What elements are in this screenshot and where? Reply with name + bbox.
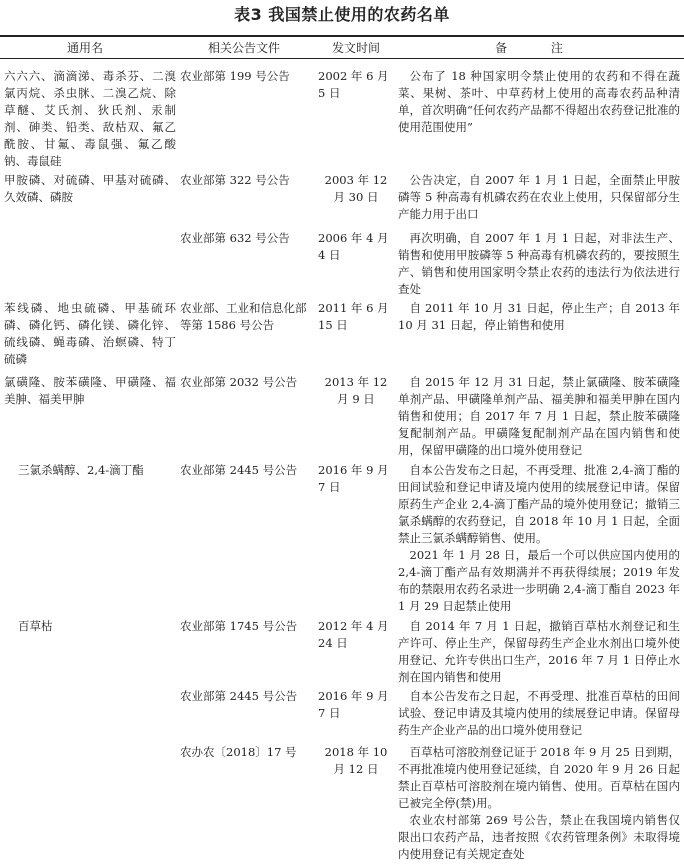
row-5-date: 2016 年 9 月 7 日 — [318, 463, 389, 494]
row-3-doc: 农业部、工业和信息化部等第 1586 号公告 — [180, 301, 307, 332]
row-5-note-2: 2021 年 1 月 28 日，最后一个可以供应国内使用的 2,4-滴丁酯产品有效期满并不再获得续展；2019 年发布的禁限用农药名录进一步明确 2,4-滴丁酯自 2023 年 1 月 29 日起禁止使用 — [398, 548, 680, 613]
header-doc: 相关公告文件 — [207, 41, 280, 55]
row-6-note: 自 2014 年 7 月 1 日起，撤销百草枯水剂登记和生产许可、停止生产，保留母药生产企业水剂出口境外使用登记、允许专供出口生产，2016 年 7 月 1 日停止水剂在国内销售和使用 — [398, 619, 680, 684]
header-note: 备 注 — [495, 41, 583, 55]
row-2-doc: 农业部第 632 号公告 — [180, 231, 290, 245]
row-4-note: 自 2015 年 12 月 31 日起，禁止氯磺隆、胺苯磺隆单剂产品、甲磺隆单剂产品、福美胂和福美甲胂在国内销售和使用；自 2017 年 7 月 1 日起，禁止胺苯磺隆复配制剂产品。甲磺隆复配制剂产品在国内销售和使用，保留甲磺隆的出口境外使用登记 — [398, 375, 680, 457]
row-5-name: 三氯杀螨醇、2,4-滴丁酯 — [18, 463, 144, 477]
row-1-date: 2003 年 12 月 30 日 — [324, 173, 388, 204]
row-6-doc: 农业部第 1745 号公告 — [180, 619, 298, 633]
row-1-name: 甲胺磷、对硫磷、甲基对硫磷、久效磷、磷胺 — [4, 173, 176, 204]
table-title: 表3 我国禁止使用的农药名单 — [234, 5, 450, 24]
row-2-note: 再次明确，自 2007 年 1 月 1 日起，对非法生产、销售和使用甲胺磷等 5 种高毒有机磷农药的，要按照生产、销售和使用国家明令禁止农药的违法行为依法进行查处 — [398, 231, 680, 296]
row-0-name: 六六六、滴滴涕、毒杀芬、二溴氯丙烷、杀虫脒、二溴乙烷、除草醚、艾氏剂、狄氏剂、汞制剂、砷类、铅类、敌枯双、氟乙酰胺、甘氟、毒鼠强、氟乙酸钠、毒鼠硅 — [4, 69, 176, 168]
row-3-name: 苯线磷、地虫硫磷、甲基硫环磷、磷化钙、磷化镁、磷化锌、硫线磷、蝇毒磷、治螟磷、特丁硫磷 — [4, 301, 176, 366]
header-rule — [0, 58, 684, 59]
header-name: 通用名 — [66, 41, 103, 55]
top-rule — [0, 35, 684, 37]
row-6-name: 百草枯 — [18, 619, 53, 633]
row-8-note: 百草枯可溶胶剂登记证于 2018 年 9 月 25 日到期，不再批准境内使用登记延续，自 2020 年 9 月 26 日起禁止百草枯可溶胶剂在境内销售、使用。百草枯在国内已被完全停(禁)用。 — [398, 745, 680, 810]
row-0-note: 公布了 18 种国家明令禁止使用的农药和不得在蔬菜、果树、茶叶、中草药材上使用的高毒农药品种清单，首次明确“任何农药产品都不得超出农药登记批准的使用范围使用” — [398, 69, 680, 134]
row-7-note: 自本公告发布之日起，不再受理、批准百草枯的田间试验、登记申请及其境内使用的续展登记申请。保留母药生产企业产品的出口境外使用登记 — [398, 689, 680, 737]
row-1-note: 公告决定，自 2007 年 1 月 1 日起，全面禁止甲胺磷等 5 种高毒有机磷农药在农业上使用，只保留部分生产能力用于出口 — [398, 173, 680, 221]
row-0-doc: 农业部第 199 号公告 — [180, 69, 290, 83]
row-4-doc: 农业部第 2032 号公告 — [180, 375, 298, 389]
row-7-doc: 农业部第 2445 号公告 — [180, 689, 298, 703]
row-0-date: 2002 年 6 月 5 日 — [318, 69, 389, 100]
row-1-doc: 农业部第 322 号公告 — [180, 173, 290, 187]
row-5-note: 自本公告发布之日起，不再受理、批准 2,4-滴丁酯的田间试验和登记申请及境内使用的续展登记申请。保留原药生产企业 2,4-滴丁酯产品的境外使用登记；撤销三氯杀螨醇的农药登记，自 2018 年 10 月 1 日起，全面禁止三氯杀螨醇销售、使用。 — [398, 463, 680, 545]
row-6-date: 2012 年 4 月 24 日 — [318, 619, 389, 650]
row-7-date: 2016 年 9 月 7 日 — [318, 689, 389, 720]
row-8-date: 2018 年 10 月 12 日 — [324, 745, 388, 776]
row-5-doc: 农业部第 2445 号公告 — [180, 463, 298, 477]
header-date: 发文时间 — [331, 41, 380, 55]
row-4-date: 2013 年 12 月 9 日 — [324, 375, 388, 406]
row-3-note: 自 2011 年 10 月 31 日起，停止生产；自 2013 年 10 月 31 日起，停止销售和使用 — [398, 301, 680, 332]
row-3-date: 2011 年 6 月 15 日 — [318, 301, 389, 332]
row-8-doc: 农办农〔2018〕17 号 — [180, 745, 297, 759]
row-4-name: 氯磺隆、胺苯磺隆、甲磺隆、福美胂、福美甲胂 — [4, 375, 176, 406]
row-2-date: 2006 年 4 月 4 日 — [318, 231, 389, 262]
row-8-note-2: 农业农村部第 269 号公告，禁止在我国境内销售仅限出口农药产品，违者按照《农药管理条例》未取得境内使用登记有关规定查处 — [398, 813, 680, 861]
